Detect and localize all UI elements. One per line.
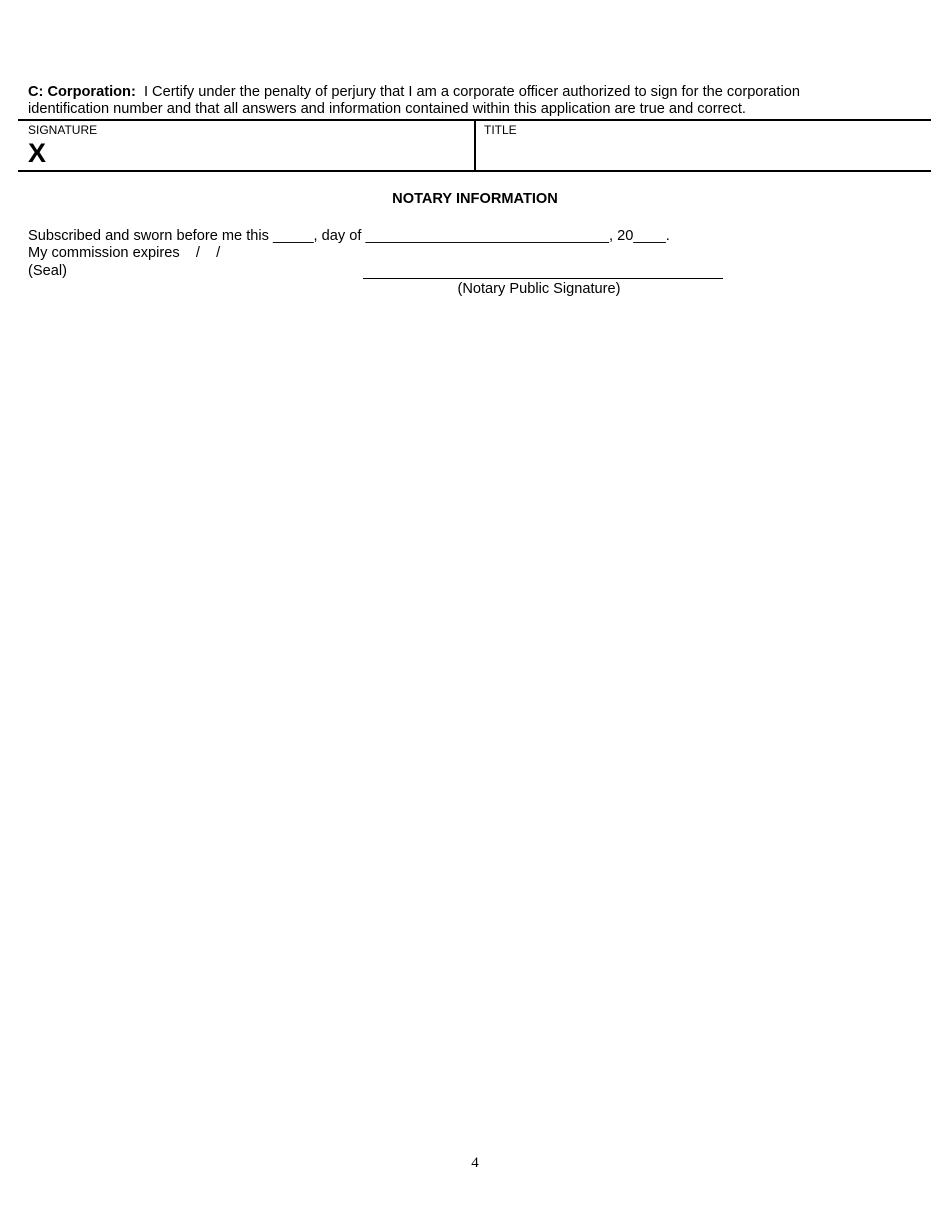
certification-line-1 xyxy=(28,84,800,101)
signature-field[interactable] xyxy=(20,122,472,169)
title-label: TITLE xyxy=(484,123,517,137)
notary-signature-line xyxy=(363,278,723,279)
column-divider xyxy=(474,120,476,171)
sworn-line: Subscribed and sworn before me this _____, day of ______________________________, 20____. xyxy=(28,228,670,244)
page-number: 4 xyxy=(471,1155,479,1171)
certification-label: C: Corporation: xyxy=(28,84,136,100)
certification-text-1: I Certify under the penalty of perjury that I am a corporate officer authorized to sign for the corporation xyxy=(143,84,800,100)
notary-signature-caption: (Notary Public Signature) xyxy=(457,281,621,297)
signature-label: SIGNATURE xyxy=(28,123,98,137)
notary-heading: NOTARY INFORMATION xyxy=(392,191,558,207)
certification-text-2: identification number and that all answers and information contained within this application are true and correct. xyxy=(28,101,746,117)
bottom-rule xyxy=(18,170,931,172)
commission-line: My commission expires / / xyxy=(28,245,221,261)
signature-x-mark: X xyxy=(28,138,47,168)
title-field[interactable] xyxy=(478,122,930,169)
seal-label: (Seal) xyxy=(28,263,67,279)
